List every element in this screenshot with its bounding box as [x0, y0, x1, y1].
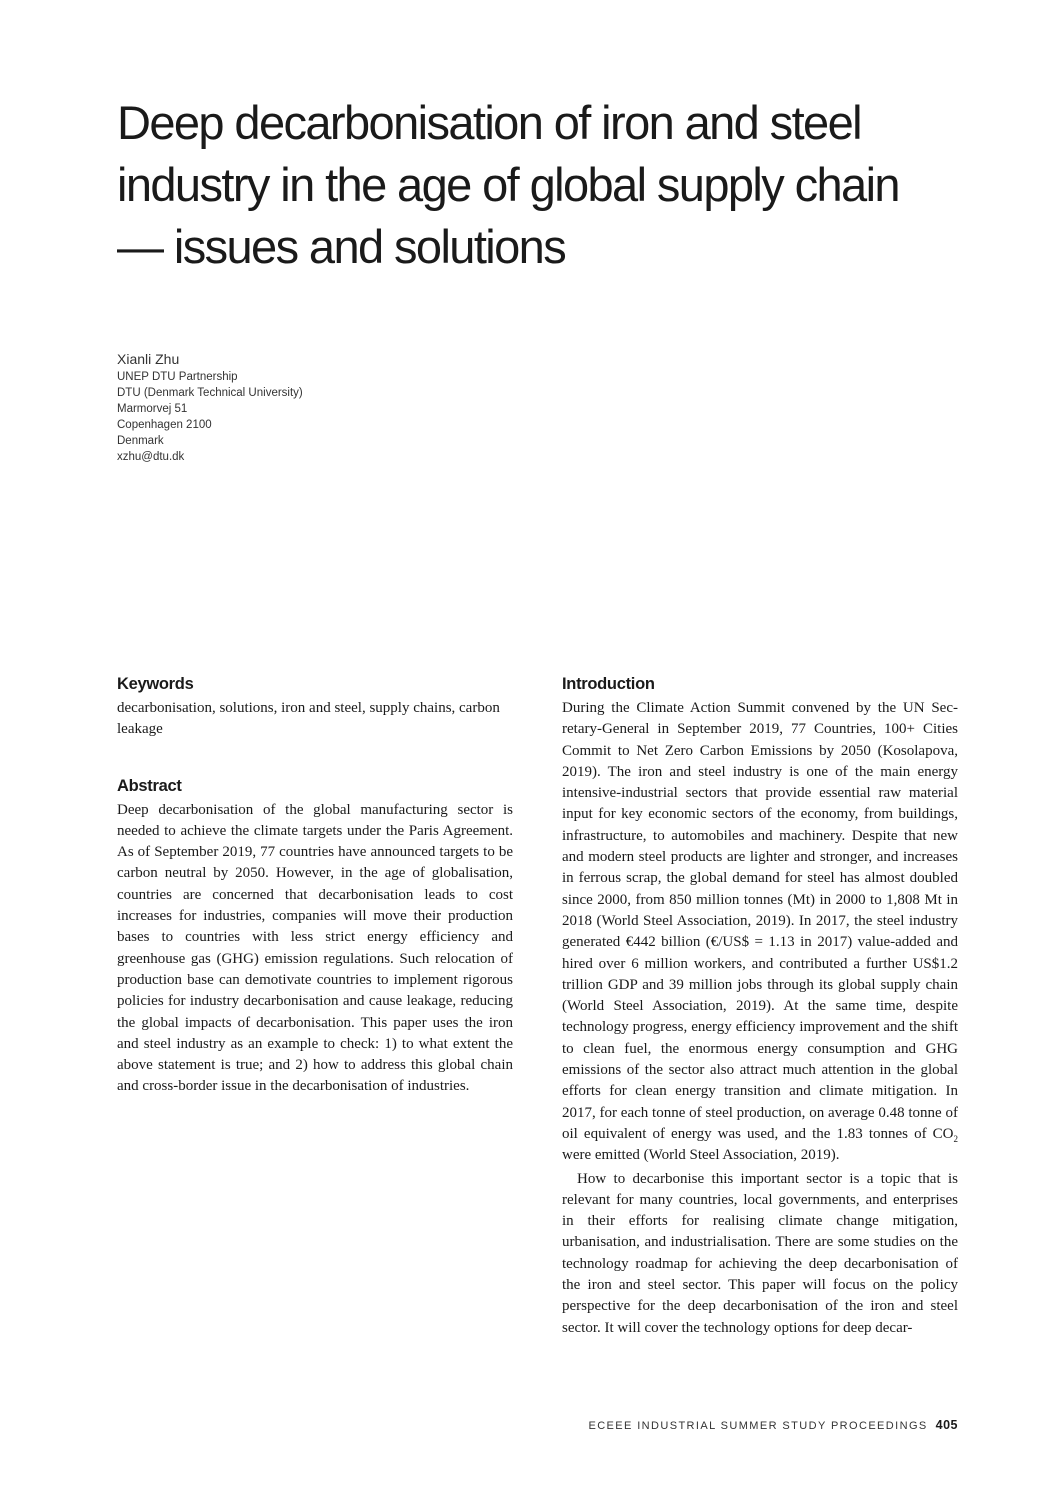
intro-p1-text: During the Climate Action Summit convened by the UN Secretary-General in September 2019, 77 Countries, 100+ Cities Commit to Net Zero Carbon Emissions by 2050 (Kosolapova, 2019). The iron and steel industry is one of the main energy intensive-industrial sectors that provide essential raw material input for key economic sectors of the economy, from buildings, infrastructure, to automobiles and machinery. Despite that new and modern steel products are lighter and stronger, and increases in ferrous scrap, the global demand for steel has almost doubled since 2000, from 850 million tonnes (Mt) in 2000 to 1,808 Mt in 2018 (World Steel Association, 2019). In 2017, the steel industry generated €442 billion (€/US$ = 1.13 in 2017) value-added and hired over 6 million workers, and contributed a further US$1.2 trillion GDP and 39 million jobs through its global supply chain (World Steel Association, 2019). At the same time, despite technology progress, energy efficiency improvement and the shift to clean fuel, the enormous energy consumption and GHG emissions of the sector also attract much attention in the global efforts for clean energy transition and climate mitigation. In 2017, for each tonne of steel production, on average 0.48 tonne of oil equivalent of energy was used, and the 1.83 tonnes of CO [562, 700, 958, 1142]
introduction-paragraph-2: How to decarbonise this important sector is a topic that is relevant for many countries, local governments, and enterprises in their efforts for realising climate change mitigation, urbanisation, and industrialisation. There are some studies on the technology roadmap for achieving the deep decarbonisation of the iron and steel sector. This paper will focus on the policy perspective for the deep decarbonisation of the iron and steel sector. It will cover the technology options for deep decar- [562, 1170, 958, 1336]
affiliation-line: Denmark [117, 435, 164, 447]
introduction-paragraph-1 [562, 698, 958, 1167]
author-name: Xianli Zhu [117, 351, 180, 367]
author-block [117, 349, 303, 465]
page-footer [588, 1418, 958, 1432]
intro-p1-text-end: were emitted (World Steel Association, 2019). [562, 1147, 840, 1164]
title-line: Deep decarbonisation of iron and steel [117, 96, 861, 149]
author-email: xzhu@dtu.dk [117, 451, 185, 463]
title-line: industry in the age of global supply chain [117, 158, 899, 211]
abstract-heading: Abstract [117, 776, 182, 795]
left-column [117, 673, 513, 1098]
proceedings-label: ECEEE INDUSTRIAL SUMMER STUDY PROCEEDINGS [588, 1420, 928, 1432]
affiliation-line: DTU (Denmark Technical University) [117, 387, 303, 399]
keywords-text: decarbonisation, solutions, iron and steel, supply chains, carbon leakage [117, 700, 500, 738]
introduction-heading: Introduction [562, 675, 655, 693]
page-number: 405 [935, 1418, 958, 1432]
paper-title [117, 92, 977, 278]
keywords-heading: Keywords [117, 675, 194, 693]
affiliation-line: UNEP DTU Partnership [117, 371, 238, 383]
affiliation-line: Copenhagen 2100 [117, 419, 212, 431]
co2-subscript: 2 [953, 1133, 958, 1144]
affiliation-line: Marmorvej 51 [117, 403, 188, 415]
right-column [562, 673, 958, 1339]
title-line: — issues and solutions [117, 220, 566, 273]
abstract-text: Deep decarbonisation of the global manufacturing sector is needed to achieve the climate targets under the Paris Agreement. As of September 2019, 77 countries have announced targets to be carbon neutral by 2050. However, in the age of globalisation, countries are concerned that decarbonisation leads to cost increases for industries, companies will move their production bases to countries with less strict energy efficiency and greenhouse gas (GHG) emission regulations. Such relocation of production base can demotivate countries to implement rigorous policies for industry decarbonisation and cause leakage, reducing the global impacts of decarbonisation. This paper uses the iron and steel industry as an example to check: 1) to what extent the above statement is true; and 2) how to address this global chain and cross-border issue in the decarbonisation of industries. [117, 801, 513, 1095]
